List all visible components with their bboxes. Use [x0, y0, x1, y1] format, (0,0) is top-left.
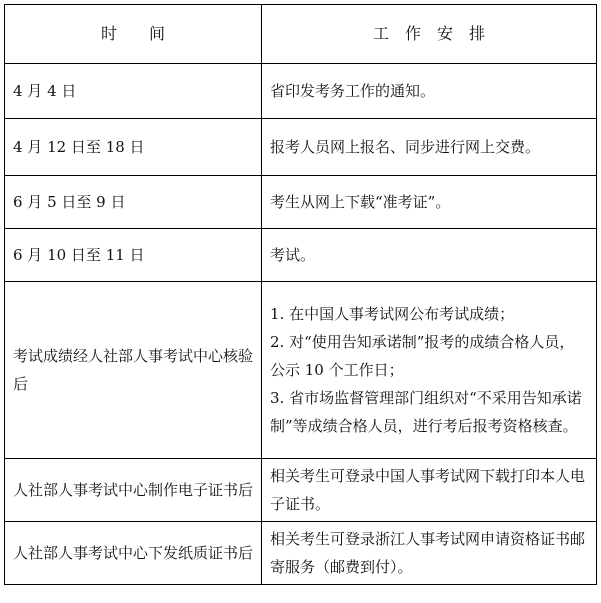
row-work [262, 176, 597, 229]
table-row [5, 282, 597, 459]
row-time: 6 月 10 日至 11 日 [5, 229, 262, 282]
row-work [262, 119, 597, 176]
header-time: 时 间 [5, 5, 262, 64]
row-work-text: 报考人员网上报名、同步进行网上交费。 [270, 138, 541, 156]
row-work-text: 考试。 [270, 246, 316, 264]
table-row [5, 522, 597, 585]
schedule-table [4, 4, 597, 585]
row-work [262, 459, 597, 522]
row-work [262, 522, 597, 585]
row-time: 人社部人事考试中心下发纸质证书后 [5, 522, 262, 585]
row-time: 6 月 5 日至 9 日 [5, 176, 262, 229]
table-header [5, 5, 597, 64]
row-work-text: 考生从网上下载“准考证”。 [270, 193, 451, 211]
row-time: 人社部人事考试中心制作电子证书后 [5, 459, 262, 522]
table-row [5, 459, 597, 522]
row-time: 考试成绩经人社部人事考试中心核验后 [5, 282, 262, 459]
row-work [262, 282, 597, 459]
header-row [5, 5, 597, 64]
row-work-text: 相关考生可登录中国人事考试网下载打印本人电子证书。 [270, 467, 586, 513]
table-row [5, 64, 597, 119]
row-time: 4 月 12 日至 18 日 [5, 119, 262, 176]
table-row [5, 229, 597, 282]
work-item-1: 1. 在中国人事考试网公布考试成绩； [270, 305, 515, 323]
row-time: 4 月 4 日 [5, 64, 262, 119]
table-row [5, 119, 597, 176]
row-work [262, 229, 597, 282]
row-work-text: 相关考生可登录浙江人事考试网申请资格证书邮寄服务（邮费到付）。 [270, 530, 586, 576]
header-work: 工 作 安 排 [262, 5, 597, 64]
row-work-text: 省印发考务工作的通知。 [270, 82, 436, 100]
work-item-3: 3. 省市场监督管理部门组织对“不采用告知承诺制”等成绩合格人员，进行考后报考资格核查。 [270, 389, 582, 435]
table-body [5, 64, 597, 585]
table-row [5, 176, 597, 229]
row-work [262, 64, 597, 119]
work-item-2: 2. 对“使用告知承诺制”报考的成绩合格人员，公示 10 个工作日； [270, 333, 575, 379]
